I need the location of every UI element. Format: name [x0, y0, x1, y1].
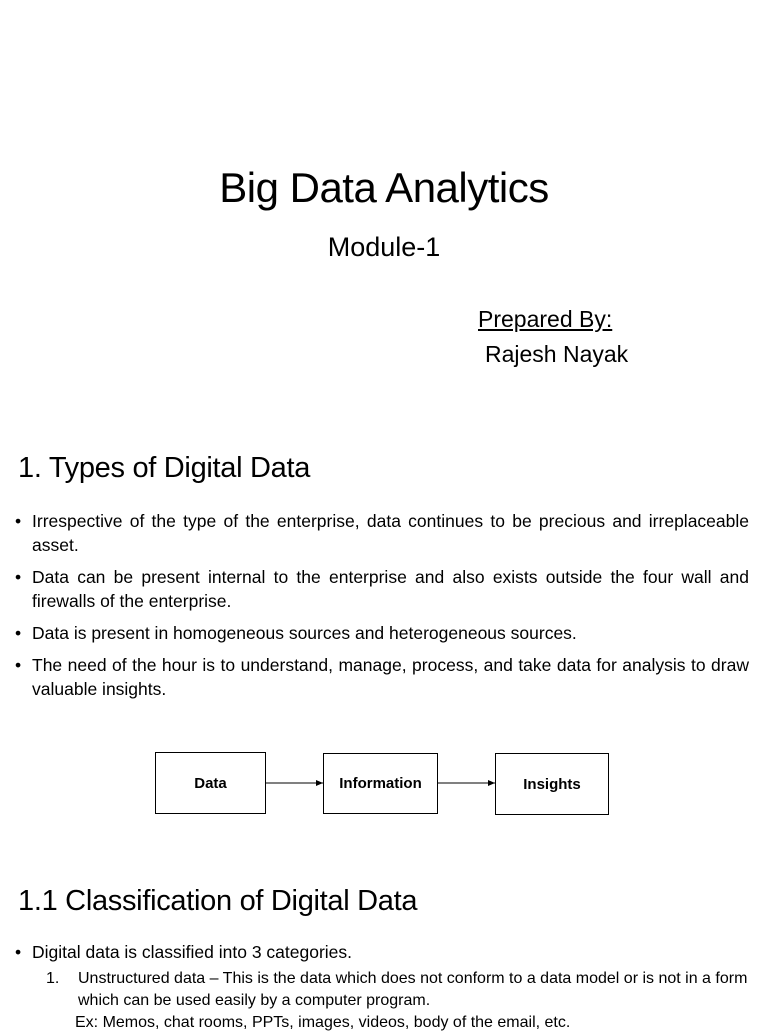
prepared-by-label: Prepared By: [478, 306, 613, 332]
flow-node-data: Data [155, 752, 266, 814]
bullet-item: • Data is present in homogeneous sources and heterogeneous sources. [15, 621, 749, 645]
flow-node-insights: Insights [495, 753, 609, 815]
section-heading-types: 1. Types of Digital Data [18, 452, 311, 484]
item-number: 1. [46, 970, 60, 987]
document-title: Big Data Analytics [219, 164, 549, 211]
bullet-item: • Digital data is classified into 3 categories. [15, 940, 749, 964]
bullet-item: • Irrespective of the type of the enterprise, data continues to be precious and irreplaceable asset. [15, 509, 749, 557]
item-text: Unstructured data – This is the data which does not conform to a data model or is not in a form which can be used easily by a computer program. [78, 970, 748, 1009]
bullet-item: • The need of the hour is to understand, manage, process, and take data for analysis to draw valuable insights. [15, 653, 749, 701]
classification-numbered-list [46, 968, 749, 1012]
flow-node-information: Information [323, 753, 438, 814]
author-name: Rajesh Nayak [485, 341, 629, 367]
document-subtitle: Module-1 [327, 232, 441, 262]
section-heading-classification: 1.1 Classification of Digital Data [18, 885, 418, 917]
example-text: Ex: Memos, chat rooms, PPTs, images, videos, body of the email, etc. [75, 1014, 571, 1031]
bullet-item: • Data can be present internal to the enterprise and also exists outside the four wall and firewalls of the enterprise. [15, 565, 749, 613]
numbered-item [46, 968, 749, 1012]
